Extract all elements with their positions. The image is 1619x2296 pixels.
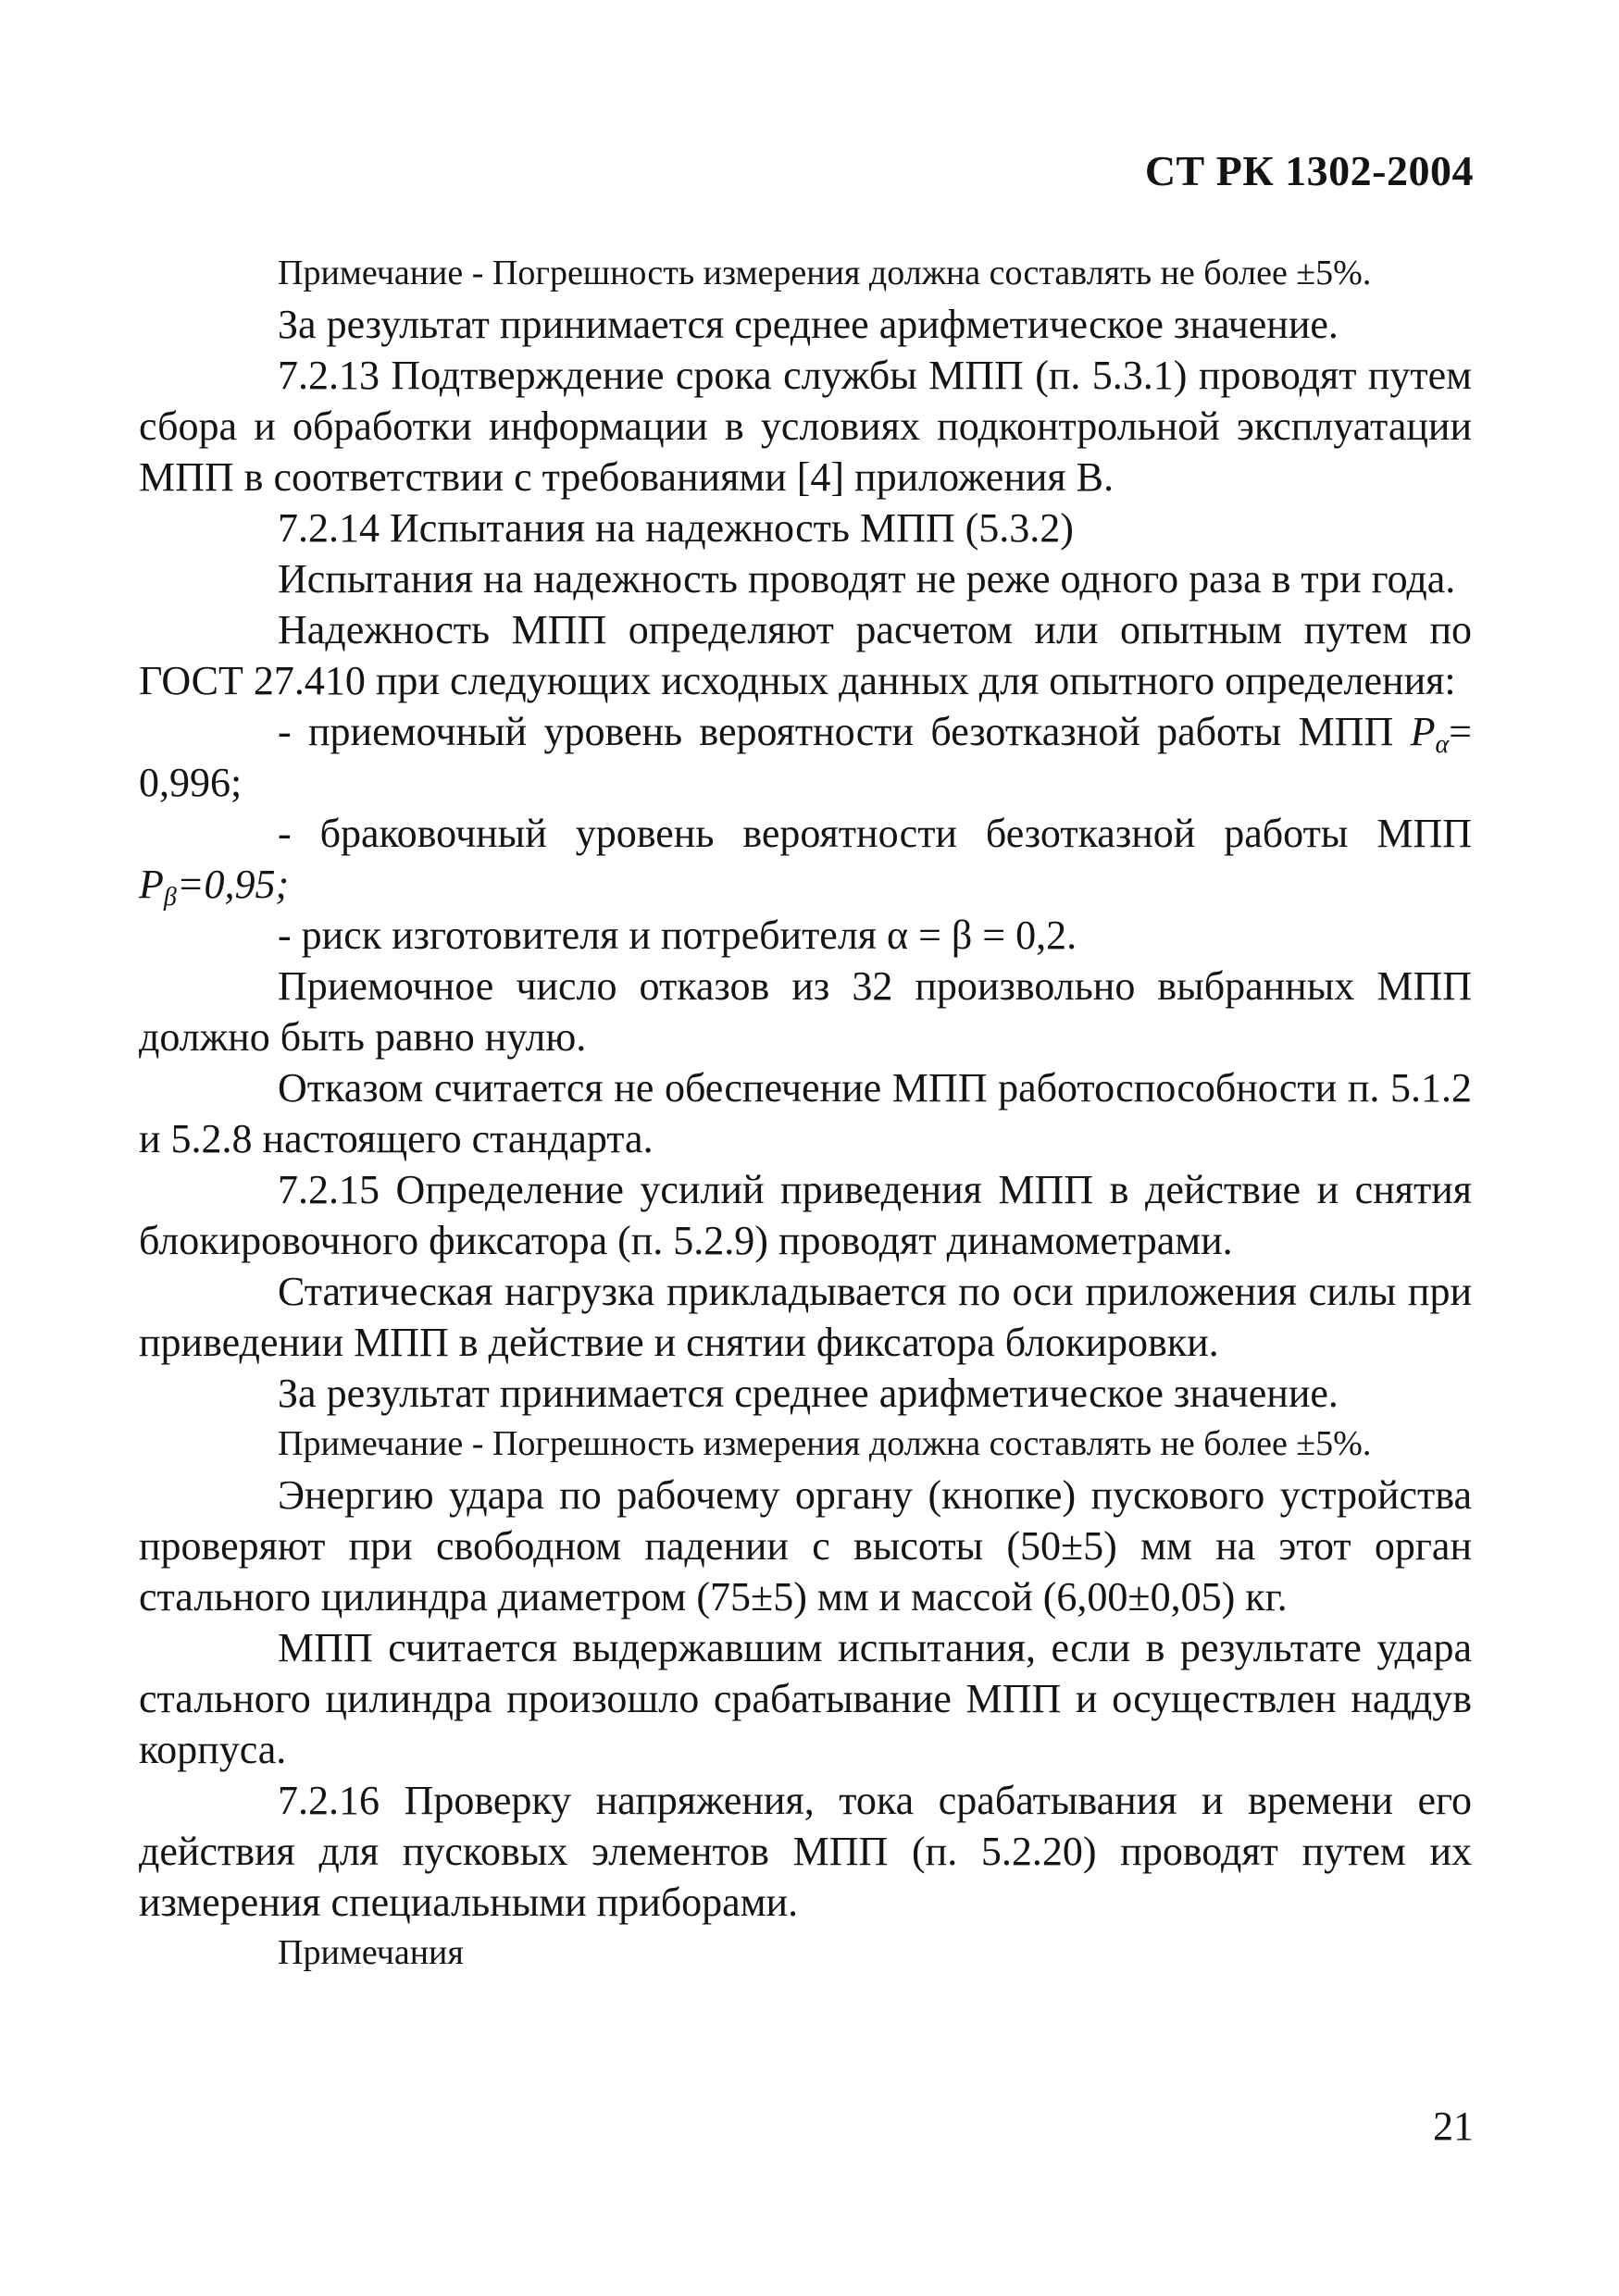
acceptance-number-paragraph: Приемочное число отказов из 32 произвольно выбранных МПП должно быть равно нулю. (139, 963, 1472, 1060)
p-alpha-formula: $P_\alpha$ (1410, 709, 1450, 759)
rejection-level-text: - браковочный уровень вероятности безотказной работы МПП (278, 811, 1472, 856)
acceptance-level-item (139, 706, 1472, 808)
failure-definition-paragraph: Отказом считается не обеспечение МПП работоспособности п. 5.1.2 и 5.2.8 настоящего стандарта. (139, 1065, 1472, 1161)
impact-energy-paragraph: Энергию удара по рабочему органу (кнопке) пускового устройства проверяют при свободном падении с высоты (50±5) мм на этот орган стального цилиндра диаметром (75±5) мм и массой (6,00±0,05) кг. (139, 1472, 1472, 1620)
note-paragraph: Примечание - Погрешность измерения должна составлять не более ±5%. (278, 254, 1372, 292)
result-paragraph-2: За результат принимается среднее арифметическое значение. (278, 1371, 1339, 1416)
page-number: 21 (1433, 2104, 1474, 2149)
risk-item: - риск изготовителя и потребителя α = β = 0,2. (278, 912, 1077, 958)
static-load-paragraph: Статическая нагрузка прикладывается по оси приложения силы при приведении МПП в действие и снятии фиксатора блокировки. (139, 1269, 1472, 1365)
result-paragraph: За результат принимается среднее арифметическое значение. (278, 302, 1339, 347)
note-paragraph-2: Примечание - Погрешность измерения должна составлять не более ±5%. (278, 1424, 1372, 1463)
test-frequency-paragraph: Испытания на надежность проводят не реже одного раза в три года. (278, 556, 1456, 602)
document-body (139, 248, 1472, 1979)
p-beta-formula: $P_\beta=0,95$; (139, 862, 290, 912)
clause-7-2-15: 7.2.15 Определение усилий приведения МПП в действие и снятия блокировочного фиксатора (п. 5.2.9) проводят динамометрами. (139, 1167, 1472, 1263)
pass-criteria-paragraph: МПП считается выдержавшим испытания, если в результате удара стального цилиндра произошло срабатывание МПП и осуществлен наддув корпуса. (139, 1625, 1472, 1772)
acceptance-level-text: - приемочный уровень вероятности безотказной работы МПП (278, 709, 1394, 754)
clause-7-2-14: 7.2.14 Испытания на надежность МПП (5.3.2) (278, 505, 1074, 551)
p-alpha-value: = 0,996; (139, 709, 1472, 805)
clause-7-2-16: 7.2.16 Проверку напряжения, тока срабатывания и времени его действия для пусковых элементов МПП (п. 5.2.20) проводят путем их измерения специальными приборами. (139, 1778, 1472, 1925)
document-code: СТ РК 1302-2004 (1144, 147, 1474, 194)
reliability-paragraph: Надежность МПП определяют расчетом или опытным путем по ГОСТ 27.410 при следующих исходных данных для опытного определения: (139, 607, 1472, 703)
notes-heading: Примечания (278, 1933, 464, 1972)
rejection-level-item (139, 808, 1472, 910)
clause-7-2-13: 7.2.13 Подтверждение срока службы МПП (п. 5.3.1) проводят путем сбора и обработки информации в условиях подконтрольной эксплуатации МПП в соответствии с требованиями [4] приложения В. (139, 353, 1472, 500)
